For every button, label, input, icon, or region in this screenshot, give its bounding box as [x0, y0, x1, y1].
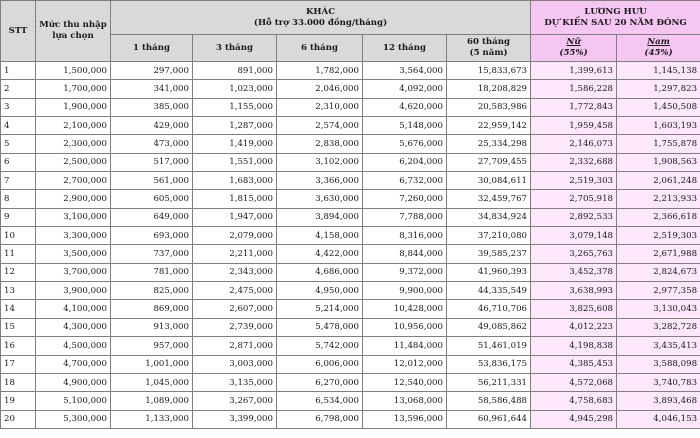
cell-60-months: 53,836,175 [447, 355, 531, 373]
cell-pension-male: 1,450,508 [617, 98, 700, 116]
cell-stt: 8 [1, 190, 36, 208]
cell-60-months: 60,961,644 [447, 410, 531, 428]
cell-6-months: 4,422,000 [277, 245, 363, 263]
cell-6-months: 2,838,000 [277, 135, 363, 153]
table-body [1, 62, 700, 429]
cell-6-months: 6,270,000 [277, 373, 363, 391]
cell-12-months: 4,092,000 [363, 80, 447, 98]
cell-60-months: 30,084,611 [447, 172, 531, 190]
cell-stt: 4 [1, 117, 36, 135]
header-period-12: 12 tháng [363, 35, 447, 62]
cell-1-month: 429,000 [111, 117, 193, 135]
table-row [1, 190, 700, 208]
cell-60-months: 22,959,142 [447, 117, 531, 135]
cell-60-months: 18,208,829 [447, 80, 531, 98]
table-row [1, 300, 700, 318]
cell-pension-male: 4,046,153 [617, 410, 700, 428]
header-group [111, 1, 531, 35]
cell-12-months: 5,676,000 [363, 135, 447, 153]
cell-stt: 17 [1, 355, 36, 373]
cell-pension-male: 3,435,413 [617, 337, 700, 355]
cell-income: 3,500,000 [36, 245, 111, 263]
cell-pension-female: 4,572,068 [531, 373, 617, 391]
cell-income: 3,100,000 [36, 208, 111, 226]
cell-60-months: 49,085,862 [447, 318, 531, 336]
cell-6-months: 3,366,000 [277, 172, 363, 190]
cell-3-months: 2,343,000 [193, 263, 277, 281]
header-pension [531, 1, 700, 35]
cell-stt: 16 [1, 337, 36, 355]
cell-12-months: 7,260,000 [363, 190, 447, 208]
cell-60-months: 46,710,706 [447, 300, 531, 318]
cell-stt: 12 [1, 263, 36, 281]
cell-income: 3,700,000 [36, 263, 111, 281]
header-income: Mức thu nhập lựa chọn [36, 1, 111, 62]
cell-60-months: 44,335,549 [447, 282, 531, 300]
cell-6-months: 6,534,000 [277, 392, 363, 410]
cell-1-month: 1,089,000 [111, 392, 193, 410]
cell-60-months: 20,583,986 [447, 98, 531, 116]
cell-3-months: 1,683,000 [193, 172, 277, 190]
cell-6-months: 6,006,000 [277, 355, 363, 373]
table-row [1, 373, 700, 391]
cell-6-months: 3,630,000 [277, 190, 363, 208]
cell-1-month: 561,000 [111, 172, 193, 190]
table-row [1, 392, 700, 410]
table-row [1, 263, 700, 281]
cell-6-months: 3,894,000 [277, 208, 363, 226]
cell-income: 3,300,000 [36, 227, 111, 245]
cell-60-months: 58,586,488 [447, 392, 531, 410]
cell-3-months: 1,551,000 [193, 153, 277, 171]
cell-12-months: 5,148,000 [363, 117, 447, 135]
cell-pension-male: 3,588,098 [617, 355, 700, 373]
cell-3-months: 1,287,000 [193, 117, 277, 135]
cell-1-month: 693,000 [111, 227, 193, 245]
cell-6-months: 5,214,000 [277, 300, 363, 318]
cell-60-months: 37,210,080 [447, 227, 531, 245]
cell-pension-male: 3,130,043 [617, 300, 700, 318]
cell-1-month: 913,000 [111, 318, 193, 336]
cell-stt: 15 [1, 318, 36, 336]
cell-3-months: 2,079,000 [193, 227, 277, 245]
cell-income: 2,300,000 [36, 135, 111, 153]
cell-pension-male: 1,908,563 [617, 153, 700, 171]
cell-pension-male: 1,145,138 [617, 62, 700, 80]
table-row [1, 282, 700, 300]
cell-pension-female: 1,772,843 [531, 98, 617, 116]
cell-stt: 1 [1, 62, 36, 80]
cell-stt: 3 [1, 98, 36, 116]
cell-pension-female: 4,945,298 [531, 410, 617, 428]
cell-12-months: 10,956,000 [363, 318, 447, 336]
cell-pension-female: 3,638,993 [531, 282, 617, 300]
table-header [1, 1, 700, 62]
cell-60-months: 25,334,298 [447, 135, 531, 153]
cell-12-months: 10,428,000 [363, 300, 447, 318]
cell-6-months: 4,158,000 [277, 227, 363, 245]
cell-pension-female: 1,399,613 [531, 62, 617, 80]
cell-60-months: 41,960,393 [447, 263, 531, 281]
table-row [1, 80, 700, 98]
cell-pension-male: 3,740,783 [617, 373, 700, 391]
cell-6-months: 5,478,000 [277, 318, 363, 336]
cell-3-months: 1,155,000 [193, 98, 277, 116]
cell-3-months: 2,475,000 [193, 282, 277, 300]
pension-subtitle: DỰ KIẾN SAU 20 NĂM ĐÓNG [544, 17, 687, 28]
cell-1-month: 649,000 [111, 208, 193, 226]
cell-60-months: 15,833,673 [447, 62, 531, 80]
cell-stt: 18 [1, 373, 36, 391]
cell-3-months: 1,023,000 [193, 80, 277, 98]
cell-income: 1,900,000 [36, 98, 111, 116]
header-female [531, 35, 617, 62]
cell-income: 2,100,000 [36, 117, 111, 135]
cell-6-months: 2,310,000 [277, 98, 363, 116]
cell-pension-female: 1,959,458 [531, 117, 617, 135]
cell-3-months: 3,399,000 [193, 410, 277, 428]
cell-6-months: 5,742,000 [277, 337, 363, 355]
cell-1-month: 605,000 [111, 190, 193, 208]
cell-1-month: 1,045,000 [111, 373, 193, 391]
cell-pension-female: 3,079,148 [531, 227, 617, 245]
table-row [1, 245, 700, 263]
cell-pension-male: 2,061,248 [617, 172, 700, 190]
cell-12-months: 8,844,000 [363, 245, 447, 263]
cell-1-month: 385,000 [111, 98, 193, 116]
cell-pension-male: 1,297,823 [617, 80, 700, 98]
cell-pension-male: 2,977,358 [617, 282, 700, 300]
cell-3-months: 2,739,000 [193, 318, 277, 336]
header-period-3: 3 tháng [193, 35, 277, 62]
cell-6-months: 6,798,000 [277, 410, 363, 428]
cell-1-month: 473,000 [111, 135, 193, 153]
cell-income: 4,100,000 [36, 300, 111, 318]
cell-60-months: 51,461,019 [447, 337, 531, 355]
cell-pension-female: 2,892,533 [531, 208, 617, 226]
cell-12-months: 13,596,000 [363, 410, 447, 428]
table-row [1, 153, 700, 171]
cell-pension-female: 4,012,223 [531, 318, 617, 336]
cell-12-months: 12,540,000 [363, 373, 447, 391]
header-period-6: 6 tháng [277, 35, 363, 62]
header-male [617, 35, 700, 62]
cell-60-months: 34,834,924 [447, 208, 531, 226]
cell-1-month: 517,000 [111, 153, 193, 171]
cell-1-month: 297,000 [111, 62, 193, 80]
cell-pension-male: 3,893,468 [617, 392, 700, 410]
cell-pension-female: 3,452,378 [531, 263, 617, 281]
cell-pension-female: 4,758,683 [531, 392, 617, 410]
cell-pension-male: 2,824,673 [617, 263, 700, 281]
cell-60-months: 56,211,331 [447, 373, 531, 391]
table-row [1, 172, 700, 190]
cell-income: 4,500,000 [36, 337, 111, 355]
cell-pension-female: 2,146,073 [531, 135, 617, 153]
cell-stt: 2 [1, 80, 36, 98]
cell-pension-female: 4,385,453 [531, 355, 617, 373]
cell-stt: 6 [1, 153, 36, 171]
cell-12-months: 4,620,000 [363, 98, 447, 116]
cell-pension-female: 2,705,918 [531, 190, 617, 208]
cell-income: 1,500,000 [36, 62, 111, 80]
cell-60-months: 39,585,237 [447, 245, 531, 263]
cell-1-month: 341,000 [111, 80, 193, 98]
cell-6-months: 2,574,000 [277, 117, 363, 135]
cell-3-months: 2,607,000 [193, 300, 277, 318]
cell-3-months: 891,000 [193, 62, 277, 80]
cell-stt: 5 [1, 135, 36, 153]
cell-3-months: 2,211,000 [193, 245, 277, 263]
period-60-label: 60 tháng [467, 37, 511, 47]
cell-3-months: 1,947,000 [193, 208, 277, 226]
cell-3-months: 1,419,000 [193, 135, 277, 153]
table-row [1, 135, 700, 153]
cell-income: 2,500,000 [36, 153, 111, 171]
table-row [1, 62, 700, 80]
cell-stt: 20 [1, 410, 36, 428]
cell-income: 5,100,000 [36, 392, 111, 410]
male-pct: (45%) [644, 48, 673, 58]
cell-income: 2,900,000 [36, 190, 111, 208]
cell-6-months: 1,782,000 [277, 62, 363, 80]
cell-12-months: 11,484,000 [363, 337, 447, 355]
table-row [1, 208, 700, 226]
cell-12-months: 3,564,000 [363, 62, 447, 80]
cell-3-months: 3,267,000 [193, 392, 277, 410]
pension-title: LƯƠNG HƯU [584, 6, 647, 17]
period-60-years: (5 năm) [469, 48, 508, 58]
group-title: KHÁC [305, 6, 336, 17]
cell-pension-female: 3,265,763 [531, 245, 617, 263]
table-row [1, 410, 700, 428]
cell-income: 3,900,000 [36, 282, 111, 300]
cell-1-month: 957,000 [111, 337, 193, 355]
cell-pension-male: 2,671,988 [617, 245, 700, 263]
cell-pension-male: 3,282,728 [617, 318, 700, 336]
cell-3-months: 2,871,000 [193, 337, 277, 355]
group-subtitle: (Hỗ trợ 33.000 đồng/tháng) [253, 17, 388, 28]
cell-pension-male: 1,603,193 [617, 117, 700, 135]
table-row [1, 318, 700, 336]
cell-pension-female: 1,586,228 [531, 80, 617, 98]
cell-income: 4,900,000 [36, 373, 111, 391]
female-label: Nữ [566, 37, 581, 47]
cell-12-months: 13,068,000 [363, 392, 447, 410]
cell-12-months: 9,372,000 [363, 263, 447, 281]
cell-income: 2,700,000 [36, 172, 111, 190]
cell-12-months: 6,204,000 [363, 153, 447, 171]
cell-stt: 9 [1, 208, 36, 226]
cell-income: 5,300,000 [36, 410, 111, 428]
cell-12-months: 6,732,000 [363, 172, 447, 190]
cell-60-months: 32,459,767 [447, 190, 531, 208]
cell-stt: 14 [1, 300, 36, 318]
table-row [1, 98, 700, 116]
cell-1-month: 781,000 [111, 263, 193, 281]
cell-1-month: 825,000 [111, 282, 193, 300]
table-row [1, 117, 700, 135]
cell-pension-female: 2,519,303 [531, 172, 617, 190]
cell-stt: 10 [1, 227, 36, 245]
cell-stt: 19 [1, 392, 36, 410]
cell-pension-male: 2,519,303 [617, 227, 700, 245]
cell-income: 4,300,000 [36, 318, 111, 336]
cell-pension-male: 1,755,878 [617, 135, 700, 153]
header-period-1: 1 tháng [111, 35, 193, 62]
cell-6-months: 3,102,000 [277, 153, 363, 171]
cell-pension-female: 4,198,838 [531, 337, 617, 355]
table-row [1, 355, 700, 373]
cell-6-months: 4,686,000 [277, 263, 363, 281]
cell-income: 4,700,000 [36, 355, 111, 373]
cell-6-months: 2,046,000 [277, 80, 363, 98]
cell-6-months: 4,950,000 [277, 282, 363, 300]
cell-1-month: 1,133,000 [111, 410, 193, 428]
cell-12-months: 7,788,000 [363, 208, 447, 226]
cell-stt: 13 [1, 282, 36, 300]
cell-1-month: 869,000 [111, 300, 193, 318]
header-stt: STT [1, 1, 36, 62]
female-pct: (55%) [559, 48, 588, 58]
cell-pension-female: 3,825,608 [531, 300, 617, 318]
cell-60-months: 27,709,455 [447, 153, 531, 171]
cell-12-months: 9,900,000 [363, 282, 447, 300]
cell-1-month: 737,000 [111, 245, 193, 263]
cell-pension-male: 2,213,933 [617, 190, 700, 208]
cell-pension-male: 2,366,618 [617, 208, 700, 226]
header-period-60 [447, 35, 531, 62]
cell-3-months: 1,815,000 [193, 190, 277, 208]
cell-3-months: 3,003,000 [193, 355, 277, 373]
cell-12-months: 12,012,000 [363, 355, 447, 373]
male-label: Nam [647, 37, 670, 47]
table-row [1, 227, 700, 245]
cell-stt: 7 [1, 172, 36, 190]
cell-1-month: 1,001,000 [111, 355, 193, 373]
cell-3-months: 3,135,000 [193, 373, 277, 391]
cell-pension-female: 2,332,688 [531, 153, 617, 171]
cell-12-months: 8,316,000 [363, 227, 447, 245]
table-row [1, 337, 700, 355]
cell-stt: 11 [1, 245, 36, 263]
cell-income: 1,700,000 [36, 80, 111, 98]
